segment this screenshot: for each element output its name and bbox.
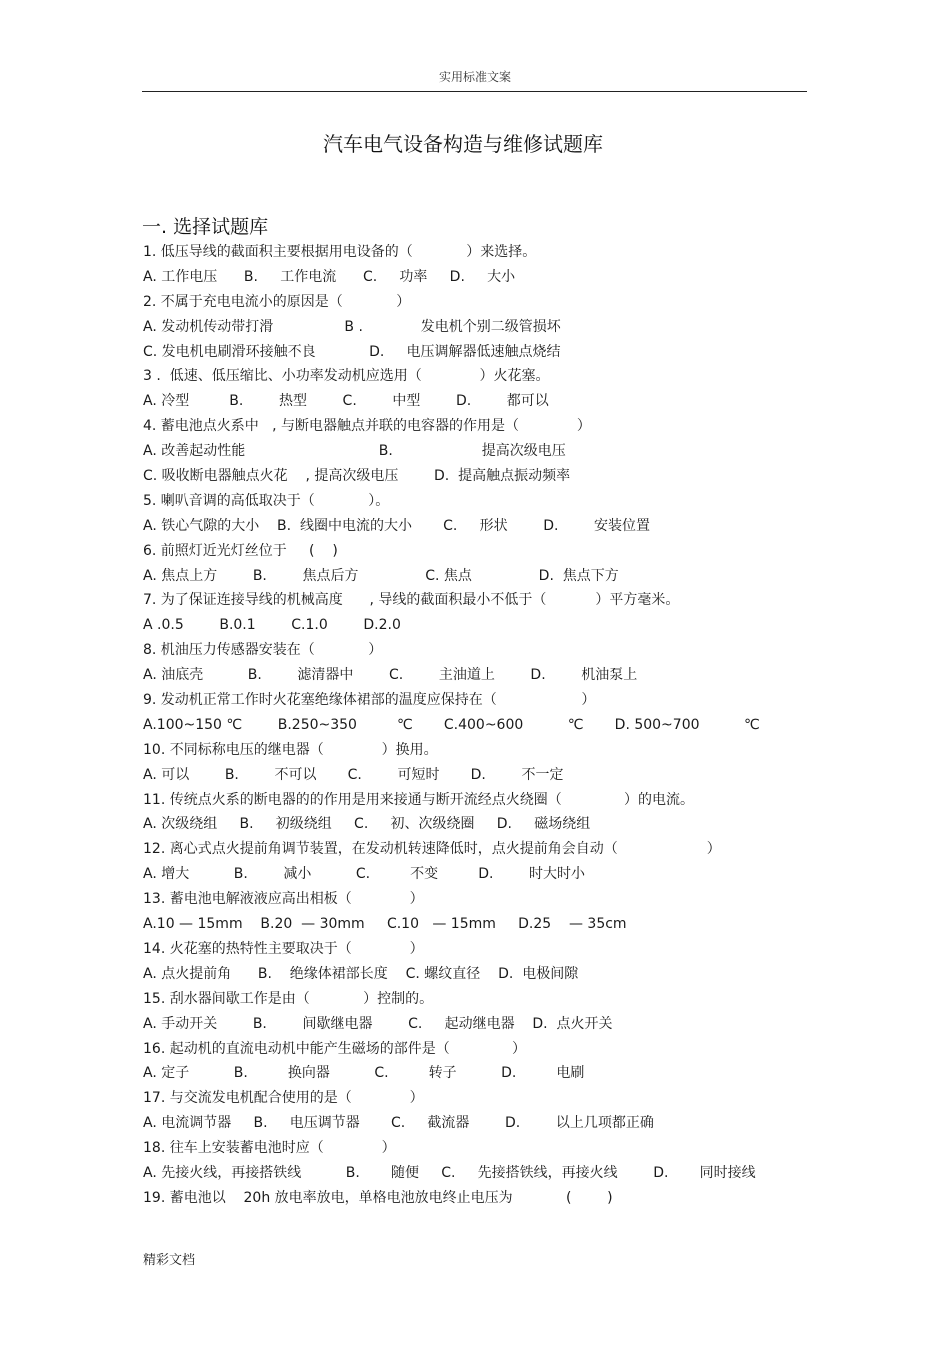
answer-options: A. 铁心气隙的大小 B. 线圈中电流的大小 C. 形状 D. 安装位置 — [143, 517, 651, 534]
question-text: 13. 蓄电池电解液液应高出相板（ ） — [143, 891, 424, 908]
question-text: 10. 不同标称电压的继电器（ ）换用。 — [143, 741, 438, 758]
question-text: 11. 传统点火系的断电器的的作用是用来接通与断开流经点火绕圈（ ）的电流。 — [143, 791, 695, 808]
answer-options: A. 增大 B. 减小 C. 不变 D. 时大时小 — [143, 866, 586, 883]
answer-options: A. 定子 B. 换向器 C. 转子 D. 电刷 — [143, 1065, 585, 1082]
question-text: 14. 火花塞的热特性主要取决于（ ） — [143, 940, 424, 957]
question-text: 17. 与交流发电机配合使用的是（ ） — [143, 1090, 424, 1107]
answer-options: A. 手动开关 B. 间歇继电器 C. 起动继电器 D. 点火开关 — [143, 1015, 613, 1032]
question-text: 3 . 低速、低压缩比、小功率发动机应选用（ ）火花塞。 — [143, 368, 550, 385]
question-text: 18. 往车上安装蓄电池时应（ ） — [143, 1140, 396, 1157]
document-title: 汽车电气设备构造与维修试题库 — [323, 132, 603, 156]
question-text: 16. 起动机的直流电动机中能产生磁场的部件是（ ） — [143, 1040, 527, 1057]
answer-options: A. 次级绕组 B. 初级绕组 C. 初、次级绕圈 D. 磁场绕组 — [143, 816, 591, 833]
answer-options: A. 改善起动性能 B. 提高次级电压 — [143, 443, 566, 460]
answer-options: A. 可以 B. 不可以 C. 可短时 D. 不一定 — [143, 766, 564, 783]
answer-options: A.100~150 ℃ B.250~350 ℃ C.400~600 ℃ D. 500~700 ℃ — [143, 716, 760, 733]
header-rule — [142, 91, 807, 92]
answer-options: A.10 — 15mm B.20 — 30mm C.10 — 15mm D.25 — 35cm — [143, 916, 627, 933]
answer-options: A. 油底壳 B. 滤清器中 C. 主油道上 D. 机油泵上 — [143, 667, 638, 684]
question-text: 8. 机油压力传感器安装在（ ） — [143, 642, 383, 659]
answer-options: A. 工作电压 B. 工作电流 C. 功率 D. 大小 — [143, 268, 516, 285]
question-text: 2. 不属于充电电流小的原因是（ ） — [143, 293, 411, 310]
answer-options: C. 吸收断电器触点火花 , 提高次级电压 D. 提高触点振动频率 — [143, 468, 571, 485]
page-header: 实用标准文案 — [438, 70, 511, 84]
answer-options: A. 点火提前角 B. 绝缘体裙部长度 C. 螺纹直径 D. 电极间隙 — [143, 965, 579, 982]
question-text: 5. 喇叭音调的高低取决于（ ）。 — [143, 492, 390, 509]
question-text: 7. 为了保证连接导线的机械高度 , 导线的截面积最小不低于（ ）平方毫米。 — [143, 592, 680, 609]
answer-options: A. 先接火线，再接搭铁线 B. 随便 C. 先接搭铁线，再接火线 D. 同时接线 — [143, 1164, 756, 1181]
question-text: 4. 蓄电池点火系中 , 与断电器触点并联的电容器的作用是（ ） — [143, 418, 591, 435]
answer-options: A. 冷型 B. 热型 C. 中型 D. 都可以 — [143, 393, 549, 410]
question-text: 9. 发动机正常工作时火花塞绝缘体裙部的温度应保持在（ ） — [143, 692, 596, 709]
question-text: 6. 前照灯近光灯丝位于 ( ) — [143, 542, 338, 559]
question-text: 15. 刮水器间歇工作是由（ ）控制的。 — [143, 990, 434, 1007]
question-text: 1. 低压导线的截面积主要根据用电设备的（ ）来选择。 — [143, 244, 537, 260]
section-heading: 一. 选择试题库 — [142, 216, 269, 238]
answer-options: A. 电流调节器 B. 电压调节器 C. 截流器 D. 以上几项都正确 — [143, 1115, 654, 1132]
question-text: 12. 离心式点火提前角调节装置，在发动机转速降低时，点火提前角会自动（ ） — [143, 841, 721, 858]
question-text: 19. 蓄电池以 20h 放电率放电，单格电池放电终止电压为 ( ) — [143, 1189, 613, 1206]
page-footer: 精彩文档 — [143, 1253, 196, 1268]
answer-options: A. 发动机传动带打滑 B . 发电机个别二级管损坏 — [143, 318, 561, 335]
answer-options: C. 发电机电刷滑环接触不良 D. 电压调解器低速触点烧结 — [143, 343, 561, 360]
question-list — [143, 240, 813, 1211]
answer-options: A. 焦点上方 B. 焦点后方 C. 焦点 D. 焦点下方 — [143, 567, 619, 584]
answer-options: A .0.5 B.0.1 C.1.0 D.2.0 — [143, 617, 401, 634]
